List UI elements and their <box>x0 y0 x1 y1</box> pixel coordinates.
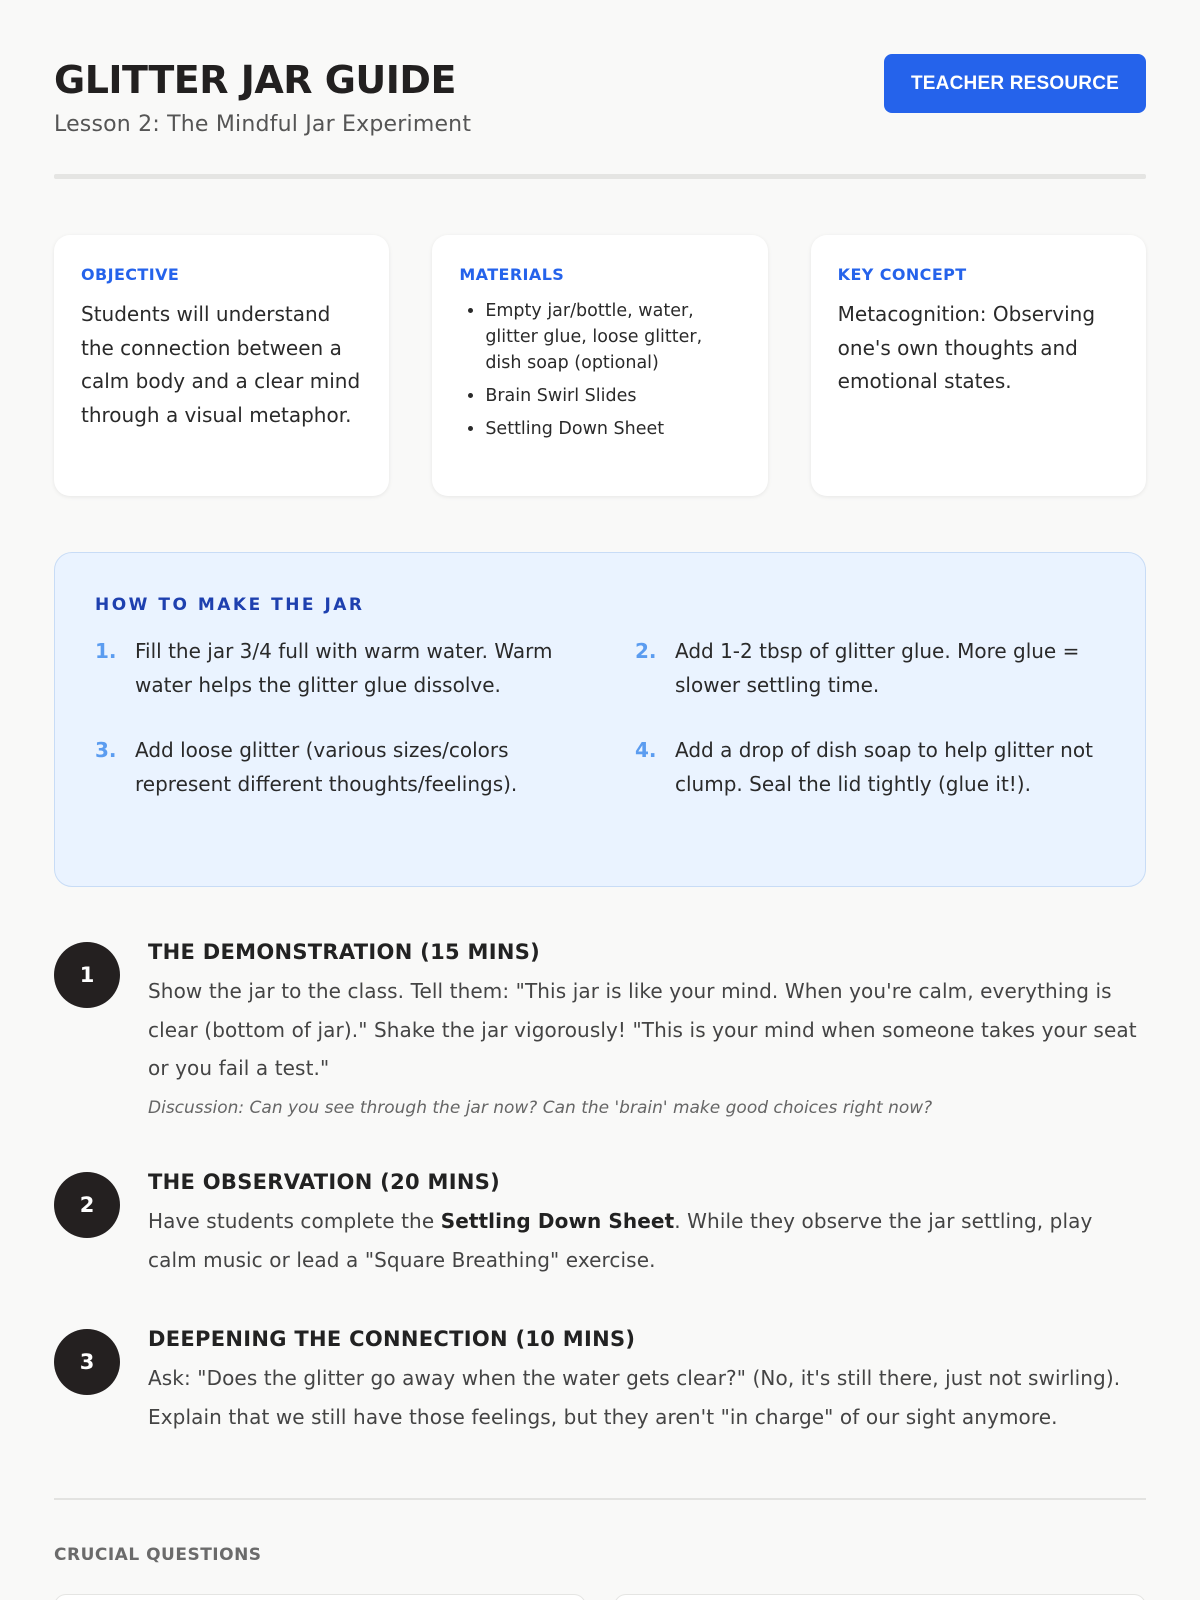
crucial-questions-cards <box>54 1594 1146 1600</box>
materials-item: • Settling Down Sheet <box>485 416 740 442</box>
crucial-questions-heading: CRUCIAL QUESTIONS <box>54 1545 262 1565</box>
how-to-step <box>635 734 1105 801</box>
step-text: Fill the jar 3/4 full with warm water. Warm water helps the glitter glue dissolve. <box>135 639 553 697</box>
step-text: Add a drop of dish soap to help glitter not clump. Seal the lid tightly (glue it!). <box>675 738 1093 796</box>
how-to-make-panel <box>54 552 1146 887</box>
header-divider <box>54 174 1146 179</box>
objective-card <box>54 235 389 496</box>
phase-body: Show the jar to the class. Tell them: "This jar is like your mind. When you're calm, everything is clear (bottom of jar)." Shake the jar vigorously! "This is your mind when someone takes your seat or you fail a test." <box>148 979 1137 1080</box>
page-header <box>54 0 1146 180</box>
phase-number-badge: 3 <box>54 1329 120 1395</box>
phase-body-text: Have students complete the <box>148 1209 441 1233</box>
how-to-step <box>95 635 565 702</box>
question-card <box>614 1594 1146 1600</box>
phase-discussion-note: Discussion: Can you see through the jar now? Can the 'brain' make good choices right now? <box>148 1097 933 1118</box>
step-number: 3. <box>95 738 117 762</box>
key-concept-card <box>811 235 1146 496</box>
phase-body-text: . While they observe the jar settling, play calm music or lead a "Square Breathing" exercise. <box>148 1209 1093 1272</box>
phase-title: DEEPENING THE CONNECTION (10 MINS) <box>148 1327 636 1351</box>
page-subtitle: Lesson 2: The Mindful Jar Experiment <box>54 112 472 137</box>
materials-list <box>459 298 740 442</box>
teacher-resource-badge[interactable]: TEACHER RESOURCE <box>884 54 1146 113</box>
how-to-step <box>95 734 565 801</box>
phase-body: Ask: "Does the glitter go away when the water gets clear?" (No, it's still there, just not swirling). Explain that we still have those feelings, but they aren't "in charge" of our sight anymore. <box>148 1366 1121 1429</box>
key-concept-heading: KEY CONCEPT <box>837 265 967 284</box>
step-number: 1. <box>95 639 117 663</box>
settling-down-sheet-ref: Settling Down Sheet <box>440 1209 675 1233</box>
step-number: 4. <box>635 738 657 762</box>
phase-number-badge: 1 <box>54 942 120 1008</box>
question-card <box>54 1594 586 1600</box>
objective-text: Students will understand the connection between a calm body and a clear mind through a visual metaphor. <box>81 302 361 427</box>
materials-card <box>432 235 767 496</box>
how-to-heading: HOW TO MAKE THE JAR <box>95 595 365 615</box>
phase-deepening <box>54 1327 1146 1436</box>
phase-body <box>148 1202 1146 1279</box>
page-title: GLITTER JAR GUIDE <box>54 58 456 102</box>
phase-title: THE OBSERVATION (20 MINS) <box>148 1170 501 1194</box>
phase-observation <box>54 1170 1146 1327</box>
lesson-phases <box>54 940 1146 1436</box>
key-concept-text: Metacognition: Observing one's own thoughts and emotional states. <box>837 302 1096 393</box>
section-divider <box>54 1498 1146 1500</box>
materials-heading: MATERIALS <box>459 265 565 284</box>
step-text: Add loose glitter (various sizes/colors represent different thoughts/feelings). <box>135 738 518 796</box>
step-number: 2. <box>635 639 657 663</box>
objective-heading: OBJECTIVE <box>81 265 180 284</box>
materials-item: • Empty jar/bottle, water, glitter glue, loose glitter, dish soap (optional) <box>485 298 740 376</box>
how-to-step <box>635 635 1105 702</box>
phase-demonstration <box>54 940 1146 1170</box>
how-to-steps <box>95 635 1105 801</box>
materials-item: • Brain Swirl Slides <box>485 383 740 409</box>
info-cards <box>54 235 1146 496</box>
phase-number-badge: 2 <box>54 1172 120 1238</box>
phase-title: THE DEMONSTRATION (15 MINS) <box>148 940 541 964</box>
step-text: Add 1-2 tbsp of glitter glue. More glue = slower settling time. <box>675 639 1080 697</box>
